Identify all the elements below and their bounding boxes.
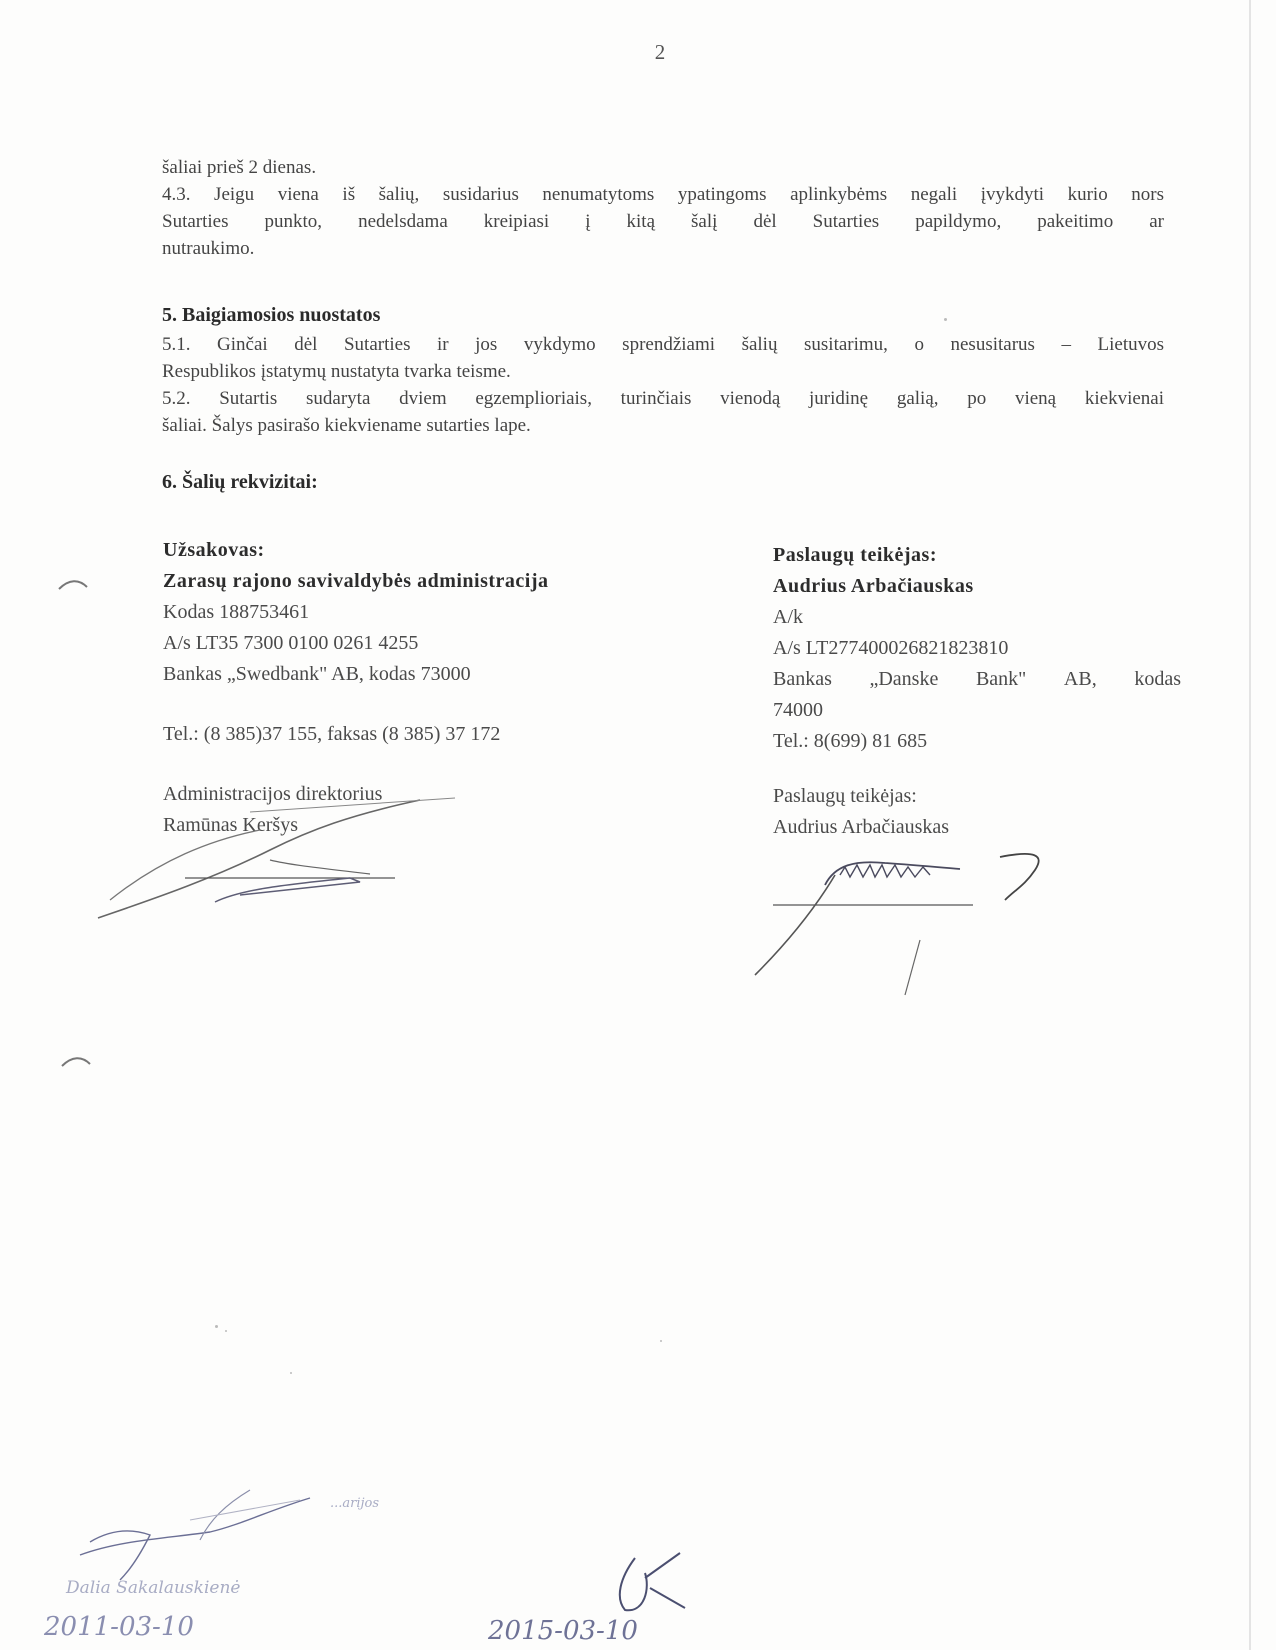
provider-signature — [745, 845, 1065, 995]
provider-bank-word: AB, — [1063, 668, 1097, 690]
provider-name: Audrius Arbačiauskas — [773, 575, 974, 597]
section4-text — [162, 154, 1164, 262]
scan-speck — [215, 1325, 218, 1328]
stamp-name: Dalia Sakalauskienė — [66, 1578, 241, 1598]
stamp-text-top: ...arijos — [330, 1496, 380, 1511]
customer-contacts: Tel.: (8 385)37 155, faksas (8 385) 37 172 — [163, 723, 501, 745]
provider-personal-code: A/k — [773, 606, 803, 628]
provider-bank-line-1 — [773, 664, 1181, 695]
customer-signature — [90, 790, 450, 930]
customer-signatory-name: Ramūnas Keršys — [163, 814, 298, 836]
clause-4-3-line-1: 4.3. Jeigu viena iš šalių, susidarius nenumatytoms ypatingoms aplinkybėms negali įvykdyti kurio nors — [162, 184, 1164, 205]
provider-signatory-title: Paslaugų teikėjas: — [773, 785, 917, 807]
customer-code: Kodas 188753461 — [163, 601, 310, 623]
stamp-date-left: 2011-03-10 — [44, 1612, 194, 1642]
customer-signatory-title: Administracijos direktorius — [163, 783, 383, 805]
initials-mark — [605, 1548, 695, 1618]
customer-account: A/s LT35 7300 0100 0261 4255 — [163, 632, 419, 654]
clause-4-3-line-3: nutraukimo. — [162, 238, 255, 259]
customer-role: Užsakovas: — [163, 539, 265, 561]
provider-bank-word: „Danske — [869, 668, 939, 690]
scan-speck — [944, 318, 947, 321]
page-number: 2 — [654, 40, 666, 64]
scan-edge — [1249, 0, 1251, 1650]
clause-5-1-line-1: 5.1. Ginčai dėl Sutarties ir jos vykdymo sprendžiami šalių susitarimu, o nesusitarus – Lietuvos — [162, 334, 1164, 355]
scan-speck — [660, 1340, 662, 1342]
scan-speck — [225, 1330, 227, 1332]
clause-5-1-line-2: Respublikos įstatymų nustatyta tvarka teisme. — [162, 361, 511, 382]
clause-5-2-line-2: šaliai. Šalys pasirašo kiekviename sutarties lape. — [162, 415, 531, 436]
provider-bank-line-2: 74000 — [773, 699, 823, 721]
continuation-line: šaliai prieš 2 dienas. — [162, 157, 317, 178]
provider-bank-word: kodas — [1134, 668, 1181, 690]
scan-speck — [290, 1372, 292, 1374]
section5-heading: 5. Baigiamosios nuostatos — [162, 304, 381, 326]
provider-account: A/s LT277400026821823810 — [773, 637, 1009, 659]
customer-name: Zarasų rajono savivaldybės administracija — [163, 570, 549, 592]
clause-5-2-line-1: 5.2. Sutartis sudaryta dviem egzemplioriais, turinčiais vienodą juridinę galią, po vieną kiekvienai — [162, 388, 1164, 409]
provider-bank-word: Bank" — [975, 668, 1027, 690]
stamp-date-right: 2015-03-10 — [488, 1616, 638, 1646]
margin-mark — [55, 573, 95, 593]
provider-signatory-name: Audrius Arbačiauskas — [773, 816, 950, 838]
provider-role: Paslaugų teikėjas: — [773, 544, 937, 566]
margin-mark — [58, 1050, 98, 1070]
provider-bank-word: Bankas — [773, 668, 832, 690]
clause-4-3-line-2: Sutarties punkto, nedelsdama kreipiasi į kitą šalį dėl Sutarties papildymo, pakeitimo ar — [162, 211, 1164, 232]
provider-details — [773, 540, 1181, 843]
provider-phone: Tel.: 8(699) 81 685 — [773, 730, 928, 752]
section5-text — [162, 331, 1164, 439]
customer-bank: Bankas „Swedbank" AB, kodas 73000 — [163, 663, 471, 685]
section6-heading: 6. Šalių rekvizitai: — [162, 471, 318, 493]
